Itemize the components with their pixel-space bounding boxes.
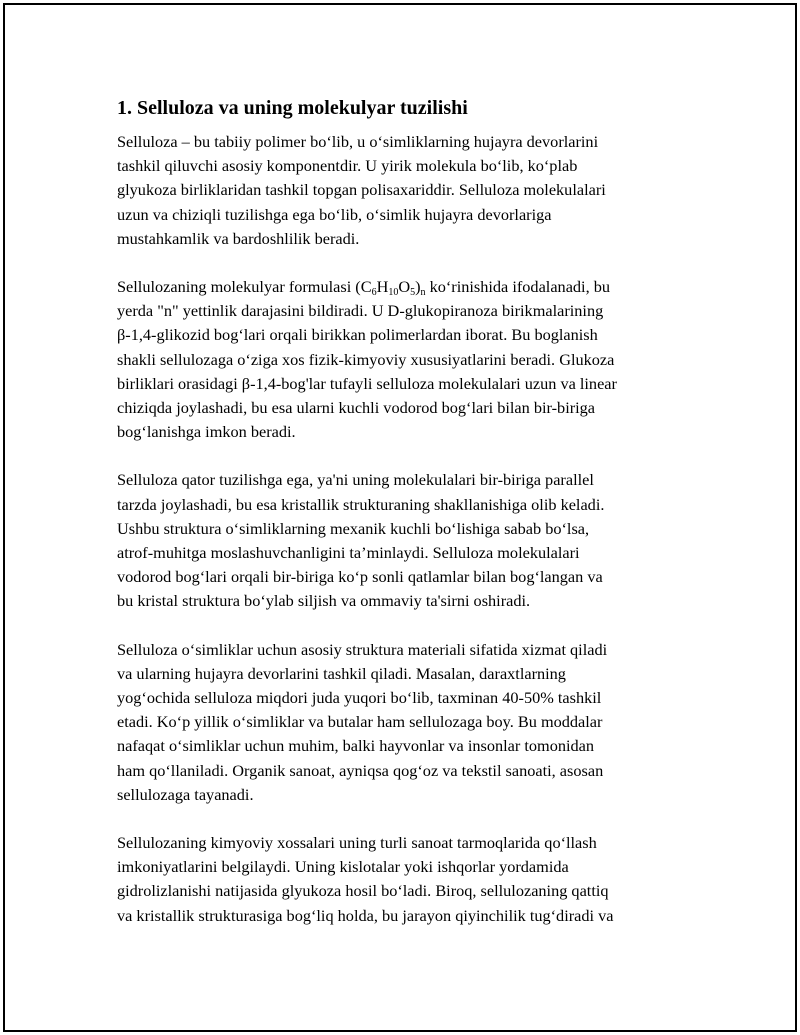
text-line: Selluloza o‘simliklar uchun asosiy struktura materiali sifatida xizmat qiladi (117, 639, 608, 659)
text-fragment: ko‘rinishida ifodalanadi, bu (425, 277, 611, 297)
text-fragment: Sellulozaning molekulyar formulasi (C (117, 277, 372, 297)
text-line: birliklari orasidagi β-1,4-bog'lar tufayli selluloza molekulalari uzun va linear (117, 373, 617, 393)
text-line: yog‘ochida selluloza miqdori juda yuqori bo‘lib, taxminan 40-50% tashkil (117, 688, 602, 708)
text-line: Ushbu struktura o‘simliklarning mexanik kuchli bo‘lishiga sabab bo‘lsa, (117, 518, 590, 538)
text-line: Selluloza qator tuzilishga ega, ya'ni uning molekulalari bir-biriga parallel (117, 470, 594, 490)
text-line: tashkil qiluvchi asosiy komponentdir. U yirik molekula bo‘lib, ko‘plab (117, 156, 578, 176)
paragraph-3 (117, 468, 687, 613)
text-line: β-1,4-glikozid bog‘lari orqali birikkan polimerlardan iborat. Bu boglanish (117, 325, 598, 345)
text-line: glyukoza birliklaridan tashkil topgan polisaxariddir. Selluloza molekulalari (117, 180, 606, 200)
text-line: bu kristal struktura bo‘ylab siljish va ommaviy ta'sirni oshiradi. (117, 591, 531, 611)
text-line: chiziqda joylashadi, bu esa ularni kuchli vodorod bog‘lari bilan bir-biriga (117, 398, 596, 418)
text-line: tarzda joylashadi, bu esa kristallik strukturaning shakllanishiga olib keladi. (117, 494, 605, 514)
text-fragment: H (376, 277, 389, 297)
text-line: uzun va chiziqli tuzilishga ega bo‘lib, o‘simlik hujayra devorlariga (117, 204, 552, 224)
text-line: va ularning hujayra devorlarini tashkil qiladi. Masalan, daraxtlarning (117, 663, 566, 683)
formula-line (117, 275, 687, 299)
paragraph-1 (117, 130, 687, 251)
text-line: nafaqat o‘simliklar uchun muhim, balki hayvonlar va insonlar tomonidan (117, 736, 595, 756)
paragraph-4 (117, 638, 687, 807)
text-fragment: O (398, 277, 411, 297)
text-line: bog‘lanishga imkon beradi. (117, 422, 296, 442)
text-line: imkoniyatlarini belgilaydi. Uning kislotalar yoki ishqorlar yordamida (117, 857, 569, 877)
text-line: ham qo‘llaniladi. Organik sanoat, ayniqsa qog‘oz va tekstil sanoati, asosan (117, 760, 604, 780)
text-line: Selluloza – bu tabiiy polimer bo‘lib, u o‘simliklarning hujayra devorlarini (117, 132, 599, 151)
text-line: yerda "n" yettinlik darajasini bildiradi. U D-glukopiranoza birikmalarining (117, 301, 604, 321)
text-line: etadi. Ko‘p yillik o‘simliklar va butalar ham sellulozaga boy. Bu moddalar (117, 712, 603, 732)
subscript: n (420, 287, 426, 299)
text-line: gidrolizlanishi natijasida glyukoza hosil bo‘ladi. Biroq, sellulozaning qattiq (117, 881, 609, 901)
text-line: atrof-muhitga moslashuvchanligini ta’minlaydi. Selluloza molekulalari (117, 543, 580, 563)
text-line: vodorod bog‘lari orqali bir-biriga ko‘p sonli qatlamlar bilan bog‘langan va (117, 567, 603, 587)
text-line: sellulozaga tayanadi. (117, 784, 254, 804)
section-heading: 1. Selluloza va uning molekulyar tuzilishi (117, 97, 468, 119)
text-line: shakli sellulozaga o‘ziga xos fizik-kimyoviy xususiyatlarini beradi. Glukoza (117, 349, 615, 369)
subscript: 10 (388, 287, 399, 299)
document-body (117, 96, 687, 952)
text-line: va kristallik strukturasiga bog‘liq holda, bu jarayon qiyinchilik tug‘diradi va (117, 905, 614, 925)
paragraph-2 (117, 275, 687, 444)
subscript: 6 (371, 287, 377, 299)
paragraph-5 (117, 831, 687, 928)
text-line: Sellulozaning kimyoviy xossalari uning turli sanoat tarmoqlarida qo‘llash (117, 833, 597, 853)
text-line: mustahkamlik va bardoshlilik beradi. (117, 228, 360, 248)
subscript: 5 (410, 287, 416, 299)
text-fragment: ) (415, 277, 421, 297)
